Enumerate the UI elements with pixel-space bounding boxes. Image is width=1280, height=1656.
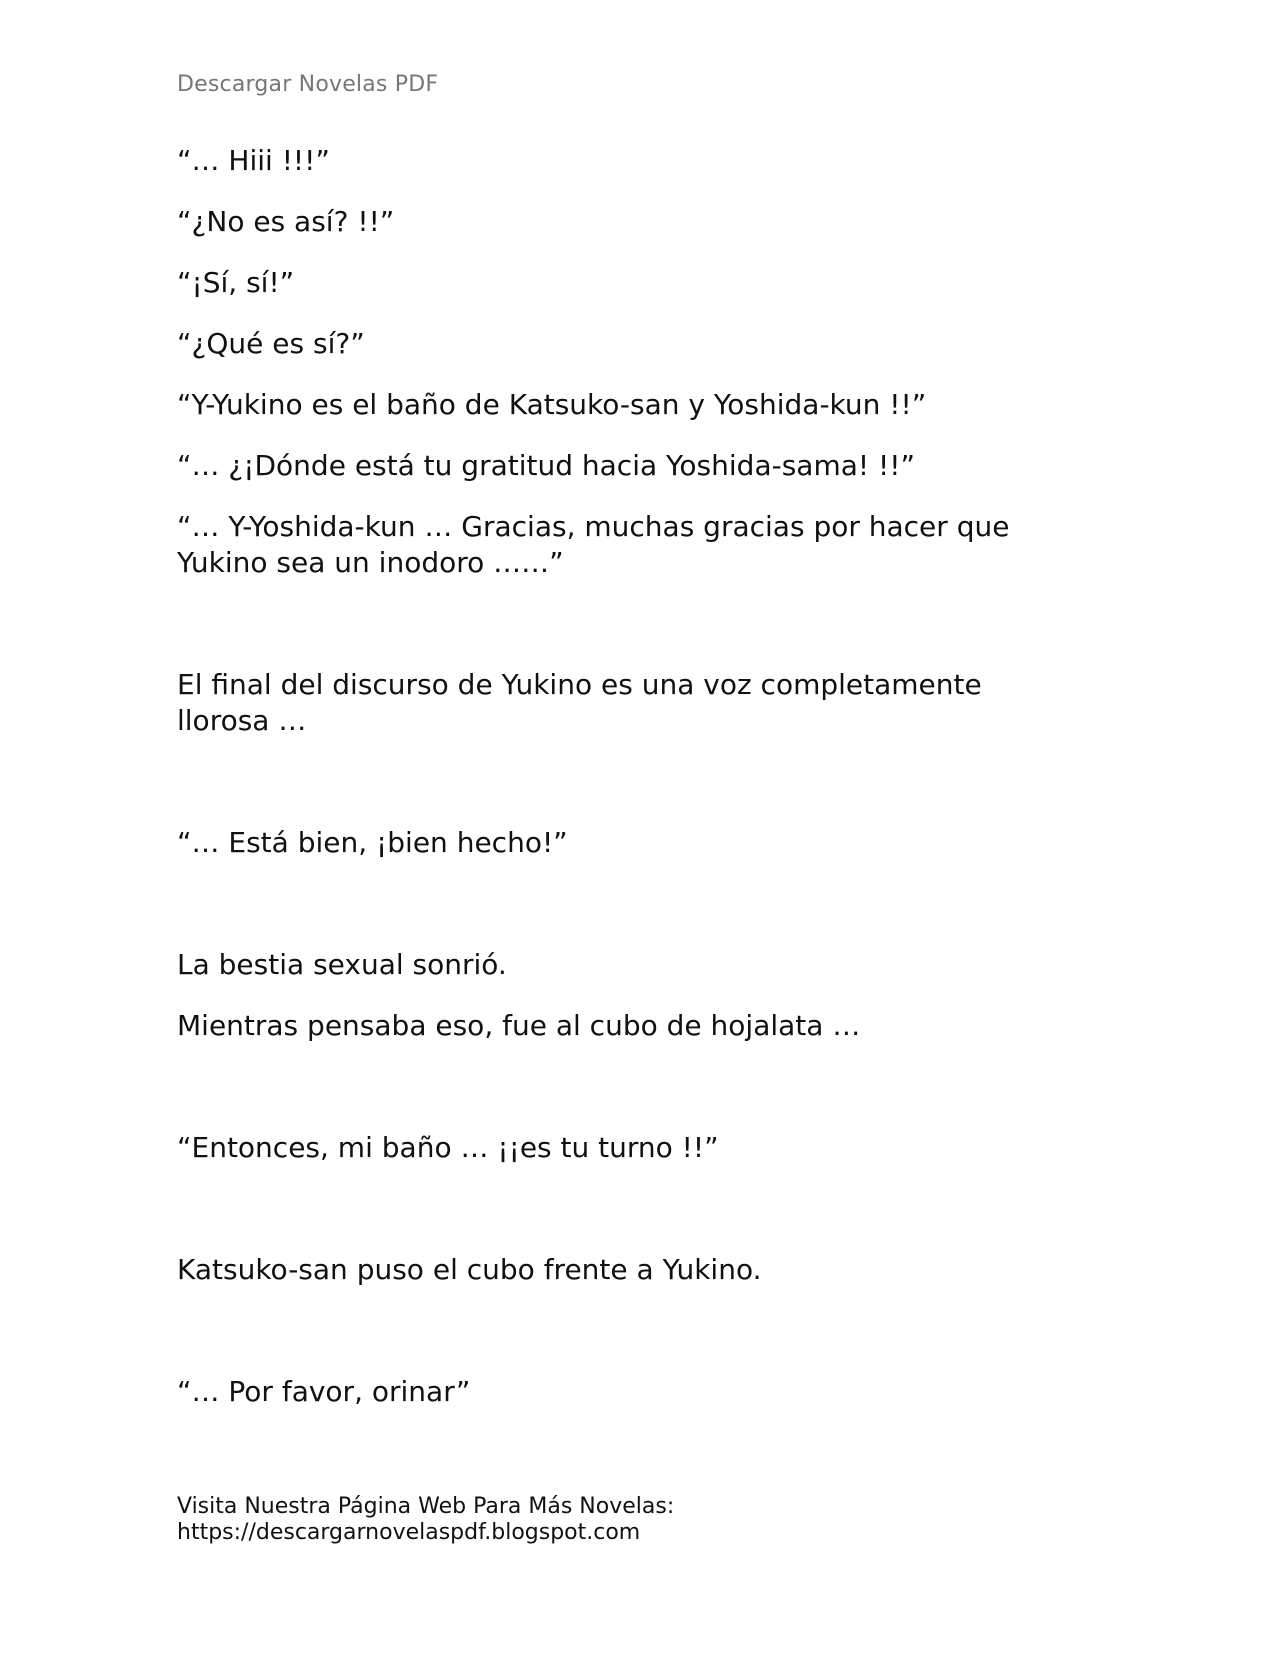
document-body <box>177 143 1077 1410</box>
paragraph-8: El final del discurso de Yukino es una voz completamente llorosa … <box>177 668 982 737</box>
footer-website-link[interactable]: https://descargarnovelaspdf.blogspot.com <box>177 1520 641 1545</box>
paragraph-14: “… Por favor, orinar” <box>177 1375 471 1408</box>
paragraph-3: “¡Sí, sí!” <box>177 266 295 299</box>
paragraph-9: “… Está bien, ¡bien hecho!” <box>177 826 568 859</box>
paragraph-1: “… Hiii !!!” <box>177 144 330 177</box>
page-header: Descargar Novelas PDF <box>177 72 439 97</box>
paragraph-10: La bestia sexual sonrió. <box>177 948 507 981</box>
paragraph-6: “… ¿¡Dónde está tu gratitud hacia Yoshida-sama! !!” <box>177 449 915 482</box>
footer-promo-text: Visita Nuestra Página Web Para Más Novelas: <box>177 1494 675 1519</box>
paragraph-7: “… Y-Yoshida-kun … Gracias, muchas gracias por hacer que Yukino sea un inodoro ……” <box>177 510 1010 579</box>
paragraph-5: “Y-Yukino es el baño de Katsuko-san y Yoshida-kun !!” <box>177 388 927 421</box>
paragraph-11: Mientras pensaba eso, fue al cubo de hojalata … <box>177 1009 861 1042</box>
paragraph-13: Katsuko-san puso el cubo frente a Yukino. <box>177 1253 762 1286</box>
paragraph-2: “¿No es así? !!” <box>177 205 395 238</box>
page-footer <box>177 1494 1077 1546</box>
paragraph-12: “Entonces, mi baño … ¡¡es tu turno !!” <box>177 1131 719 1164</box>
paragraph-4: “¿Qué es sí?” <box>177 327 365 360</box>
